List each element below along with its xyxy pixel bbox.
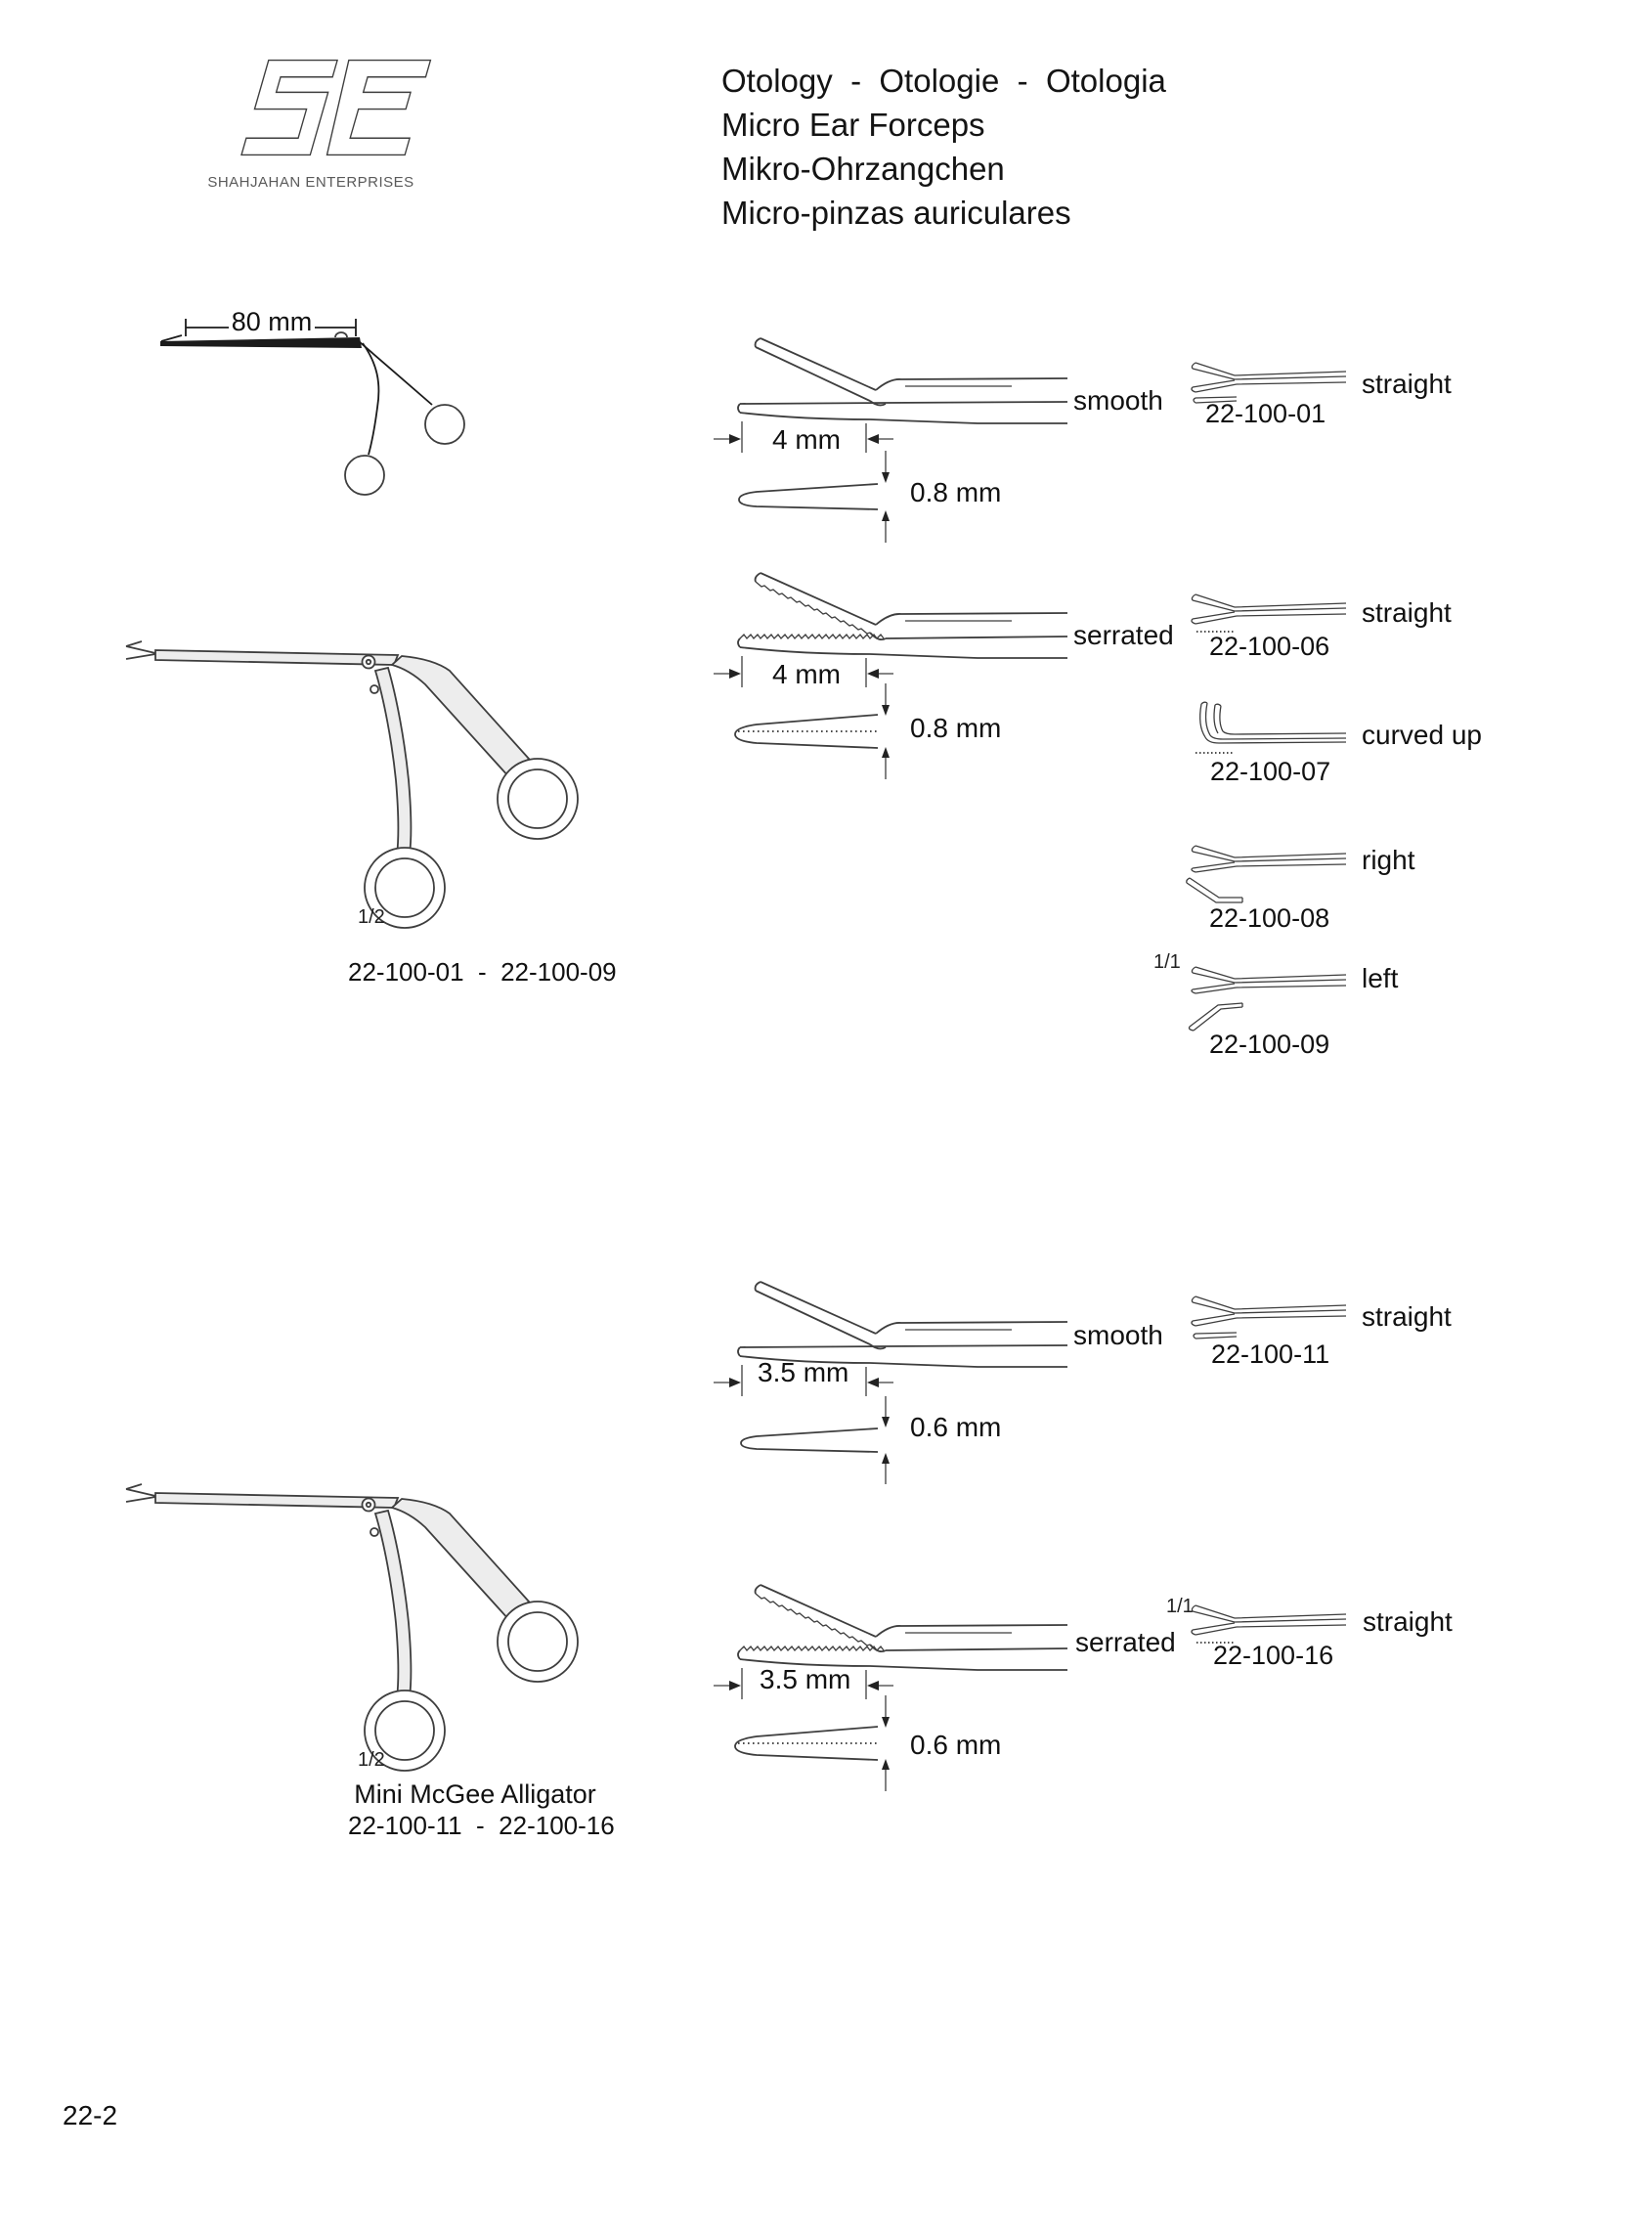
tip-icon-right [1186,839,1352,905]
product-code: 22-100-09 [1209,1030,1330,1059]
tip-icon-left [1186,960,1352,1032]
tip-icon-straight-smooth-2 [1186,1289,1352,1345]
tip-icon-curved-up [1186,696,1352,759]
forceps-outline-drawing-top [112,614,660,946]
tip-finish-label-smooth-bottom: smooth [1073,1320,1163,1350]
tip-finish-label-serrated-top: serrated [1073,620,1174,650]
product-title-de: Mikro-Ohrzangchen [721,151,1005,187]
product-style: straight [1362,369,1452,399]
tip-finish-label-serrated-bottom: serrated [1075,1627,1176,1657]
company-logo-icon [194,52,438,163]
shaft-length-label: 80 mm [231,307,313,336]
jaw-length-serrated-bottom: 3.5 mm [760,1664,851,1694]
forceps-outline-drawing-bottom [112,1457,660,1789]
product-style: straight [1363,1606,1453,1637]
jaw-length-smooth-bottom: 3.5 mm [758,1357,849,1387]
product-title-en: Micro Ear Forceps [721,107,985,143]
product-style: curved up [1362,720,1482,750]
page-number: 22-2 [63,2100,118,2130]
scale-label-top: 1/2 [358,906,385,928]
scale-label-row-16: 1/1 [1166,1596,1194,1617]
forceps-silhouette-drawing [147,305,479,510]
product-code: 22-100-07 [1210,757,1331,786]
product-code: 22-100-06 [1209,632,1330,661]
jaw-width-serrated-bottom: 0.6 mm [910,1730,1002,1760]
product-style: straight [1362,597,1452,628]
product-style: right [1362,845,1415,875]
tip-finish-label-smooth-top: smooth [1073,385,1163,416]
jaw-width-smooth-top: 0.8 mm [910,477,1002,507]
jaw-width-smooth-bottom: 0.6 mm [910,1412,1002,1442]
jaw-length-serrated-top: 4 mm [772,659,841,689]
product-style: straight [1362,1301,1452,1332]
product-name-bottom: Mini McGee Alligator [354,1779,596,1809]
tip-detail-serrated-top-drawing [684,552,1173,782]
category-title: Otology - Otologie - Otologia [721,63,1166,99]
jaw-width-serrated-top: 0.8 mm [910,713,1002,743]
code-range-top: 22-100-01 - 22-100-09 [348,957,617,987]
tip-detail-smooth-top-drawing [684,318,1173,548]
product-title-es: Micro-pinzas auriculares [721,195,1071,231]
page-title-block [721,59,1166,235]
product-code: 22-100-08 [1209,903,1330,933]
product-style: left [1362,963,1399,993]
product-code: 22-100-11 [1211,1339,1330,1369]
scale-label-left-row: 1/1 [1153,951,1181,973]
code-range-bottom: 22-100-11 - 22-100-16 [348,1811,615,1840]
jaw-length-smooth-top: 4 mm [772,424,841,455]
product-code: 22-100-16 [1213,1641,1334,1670]
company-name: SHAHJAHAN ENTERPRISES [207,174,414,191]
product-code: 22-100-01 [1205,399,1326,428]
scale-label-bottom: 1/2 [358,1749,385,1771]
